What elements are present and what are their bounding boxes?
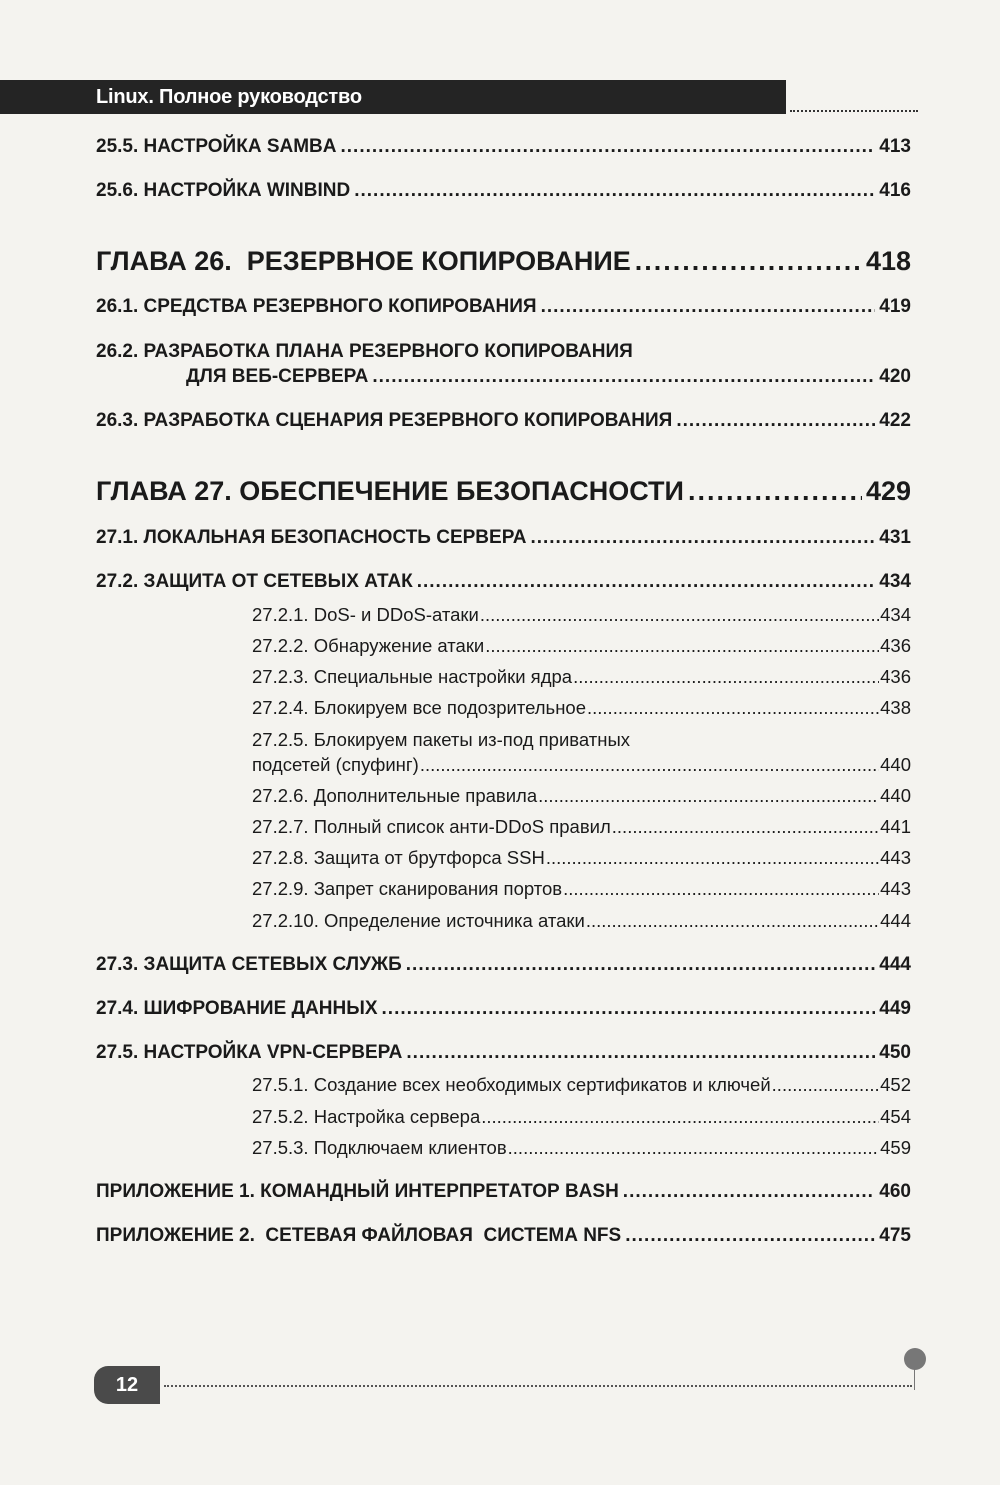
page-number: 12	[115, 1374, 139, 1396]
dot-leader	[772, 1074, 879, 1096]
toc-entry-26-2	[186, 366, 911, 388]
toc-subentry-page: 440	[880, 785, 911, 806]
toc-entry-26-1	[96, 296, 911, 318]
dot-leader	[372, 366, 875, 388]
dot-leader	[538, 785, 879, 807]
footer-dotted-rule	[164, 1385, 912, 1387]
toc-entry-title: 25.5. НАСТРОЙКА SAMBA	[96, 136, 337, 157]
toc-subentry-27-2-9	[252, 878, 911, 900]
toc-entry-page: 419	[879, 296, 911, 317]
toc-subentry-page: 434	[880, 604, 911, 625]
toc-entry-title: 27.4. ШИФРОВАНИЕ ДАННЫХ	[96, 998, 378, 1019]
toc-subentry-title: 27.5.2. Настройка сервера	[252, 1106, 481, 1127]
header-dotted-rule	[790, 110, 918, 112]
toc-entry-page: 460	[879, 1181, 911, 1202]
toc-subentry-title: 27.2.2. Обнаружение атаки	[252, 635, 485, 656]
toc-subentry-title: 27.2.3. Специальные настройки ядра	[252, 666, 573, 687]
toc-appendix-2	[96, 1225, 911, 1247]
toc-entry-title: 25.6. НАСТРОЙКА WINBIND	[96, 180, 351, 201]
toc-subentry-27-5-3	[252, 1137, 911, 1159]
dot-leader	[406, 1042, 875, 1064]
toc-chapter-27	[96, 476, 911, 507]
toc-entry-page: 413	[879, 136, 911, 157]
dot-leader	[688, 476, 862, 507]
toc-entry-page: 431	[879, 527, 911, 548]
dot-leader	[417, 571, 876, 593]
toc-subentry-page: 441	[880, 816, 911, 837]
toc-entry-27-5	[96, 1042, 911, 1064]
toc-subentry-title: 27.2.6. Дополнительные правила	[252, 785, 538, 806]
dot-leader	[382, 998, 876, 1020]
toc-entry-title: 27.2. ЗАЩИТА ОТ СЕТЕВЫХ АТАК	[96, 571, 413, 592]
toc-entry-title: ПРИЛОЖЕНИЕ 1. КОМАНДНЫЙ ИНТЕРПРЕТАТОР BASH	[96, 1181, 619, 1202]
dot-leader	[530, 527, 875, 549]
dot-leader	[625, 1225, 875, 1247]
dot-leader	[676, 410, 875, 432]
toc-entry-title: 27.3. ЗАЩИТА СЕТЕВЫХ СЛУЖБ	[96, 954, 402, 975]
dot-leader	[354, 180, 875, 202]
toc-entry-27-2	[96, 571, 911, 593]
toc-chapter-page: 429	[865, 476, 911, 506]
toc-subentry-page: 436	[880, 635, 911, 656]
dot-leader	[508, 1137, 879, 1159]
page-number-badge	[94, 1366, 160, 1404]
toc-subentry-page: 443	[880, 878, 911, 899]
toc-entry-page: 449	[879, 998, 911, 1019]
toc-subentry-title: 27.2.10. Определение источника атаки	[252, 910, 585, 931]
toc-entry-title: ДЛЯ ВЕБ-СЕРВЕРА	[186, 366, 369, 387]
toc-subentry-title: 27.2.8. Защита от брутфорса SSH	[252, 847, 545, 868]
toc-subentry-page: 440	[880, 754, 911, 775]
dot-leader	[573, 666, 879, 688]
toc-entry-page: 434	[879, 571, 911, 592]
toc-subentry-title: 27.2.1. DoS- и DDoS-атаки	[252, 604, 479, 625]
toc-subentry-page: 444	[880, 910, 911, 931]
toc-entry-page: 420	[879, 366, 911, 387]
toc-subentry-page: 452	[880, 1074, 911, 1095]
dot-leader	[612, 816, 879, 838]
toc-chapter-title: ГЛАВА 27. ОБЕСПЕЧЕНИЕ БЕЗОПАСНОСТИ	[96, 476, 684, 506]
dot-leader	[485, 635, 879, 657]
dot-leader	[587, 697, 879, 719]
footer-dot-icon	[904, 1348, 926, 1370]
toc-subentry-27-5-2	[252, 1106, 911, 1128]
toc-entry-27-3	[96, 954, 911, 976]
dot-leader	[635, 246, 862, 277]
toc-entry-title: 27.5. НАСТРОЙКА VPN-СЕРВЕРА	[96, 1042, 403, 1063]
toc-subentry-27-2-2	[252, 635, 911, 657]
toc-subentry-27-2-4	[252, 697, 911, 719]
toc-entry-page: 475	[879, 1225, 911, 1246]
toc-chapter-title: ГЛАВА 26. РЕЗЕРВНОЕ КОПИРОВАНИЕ	[96, 246, 631, 276]
footer-dot-stem	[914, 1368, 915, 1390]
toc-subentry-title: 27.5.1. Создание всех необходимых сертификатов и ключей	[252, 1074, 771, 1095]
dot-leader	[546, 847, 879, 869]
toc-entry-title: 26.1. СРЕДСТВА РЕЗЕРВНОГО КОПИРОВАНИЯ	[96, 296, 537, 317]
dot-leader	[420, 754, 879, 776]
toc-subentry-page: 454	[880, 1106, 911, 1127]
toc-subentry-title: 27.2.7. Полный список анти-DDoS правил	[252, 816, 611, 837]
toc-subentry-27-5-1	[252, 1074, 911, 1096]
toc-entry-title: 27.1. ЛОКАЛЬНАЯ БЕЗОПАСНОСТЬ СЕРВЕРА	[96, 527, 527, 548]
dot-leader	[340, 136, 875, 158]
toc-entry-page: 416	[879, 180, 911, 201]
toc-entry-page: 444	[879, 954, 911, 975]
toc-appendix-1	[96, 1181, 911, 1203]
toc-entry-26-2-line1: 26.2. РАЗРАБОТКА ПЛАНА РЕЗЕРВНОГО КОПИРОВАНИЯ	[96, 341, 633, 362]
toc-chapter-26	[96, 246, 911, 277]
toc-subentry-27-2-5-line1: 27.2.5. Блокируем пакеты из-под приватных	[252, 729, 631, 750]
toc-entry-27-4	[96, 998, 911, 1020]
toc-subentry-27-2-6	[252, 785, 911, 807]
toc-subentry-page: 443	[880, 847, 911, 868]
dot-leader	[406, 954, 876, 976]
toc-subentry-page: 438	[880, 697, 911, 718]
toc-entry-27-1	[96, 527, 911, 549]
toc-subentry-27-2-1	[252, 604, 911, 626]
toc-chapter-page: 418	[865, 246, 911, 276]
toc-subentry-title: 27.5.3. Подключаем клиентов	[252, 1137, 507, 1158]
toc-subentry-page: 436	[880, 666, 911, 687]
toc-entry-page: 450	[879, 1042, 911, 1063]
toc-subentry-page: 459	[880, 1137, 911, 1158]
toc-subentry-27-2-5	[252, 754, 911, 776]
toc-subentry-27-2-10	[252, 910, 911, 932]
toc-subentry-27-2-3	[252, 666, 911, 688]
toc-subentry-27-2-7	[252, 816, 911, 838]
toc-subentry-title: 27.2.9. Запрет сканирования портов	[252, 878, 563, 899]
toc-entry-25-5	[96, 136, 911, 158]
toc-entry-26-3	[96, 410, 911, 432]
dot-leader	[623, 1181, 876, 1203]
dot-leader	[480, 604, 879, 626]
book-title: Linux. Полное руководство	[96, 86, 362, 108]
toc-entry-title: ПРИЛОЖЕНИЕ 2. СЕТЕВАЯ ФАЙЛОВАЯ СИСТЕМА NFS	[96, 1225, 622, 1246]
toc-subentry-27-2-8	[252, 847, 911, 869]
dot-leader	[481, 1106, 879, 1128]
dot-leader	[541, 296, 876, 318]
toc-subentry-title: 27.2.4. Блокируем все подозрительное	[252, 697, 586, 718]
dot-leader	[563, 878, 879, 900]
toc-subentry-title: подсетей (спуфинг)	[252, 754, 419, 775]
dot-leader	[586, 910, 879, 932]
toc-entry-25-6	[96, 180, 911, 202]
toc-entry-page: 422	[879, 410, 911, 431]
toc-entry-title: 26.3. РАЗРАБОТКА СЦЕНАРИЯ РЕЗЕРВНОГО КОПИРОВАНИЯ	[96, 410, 673, 431]
